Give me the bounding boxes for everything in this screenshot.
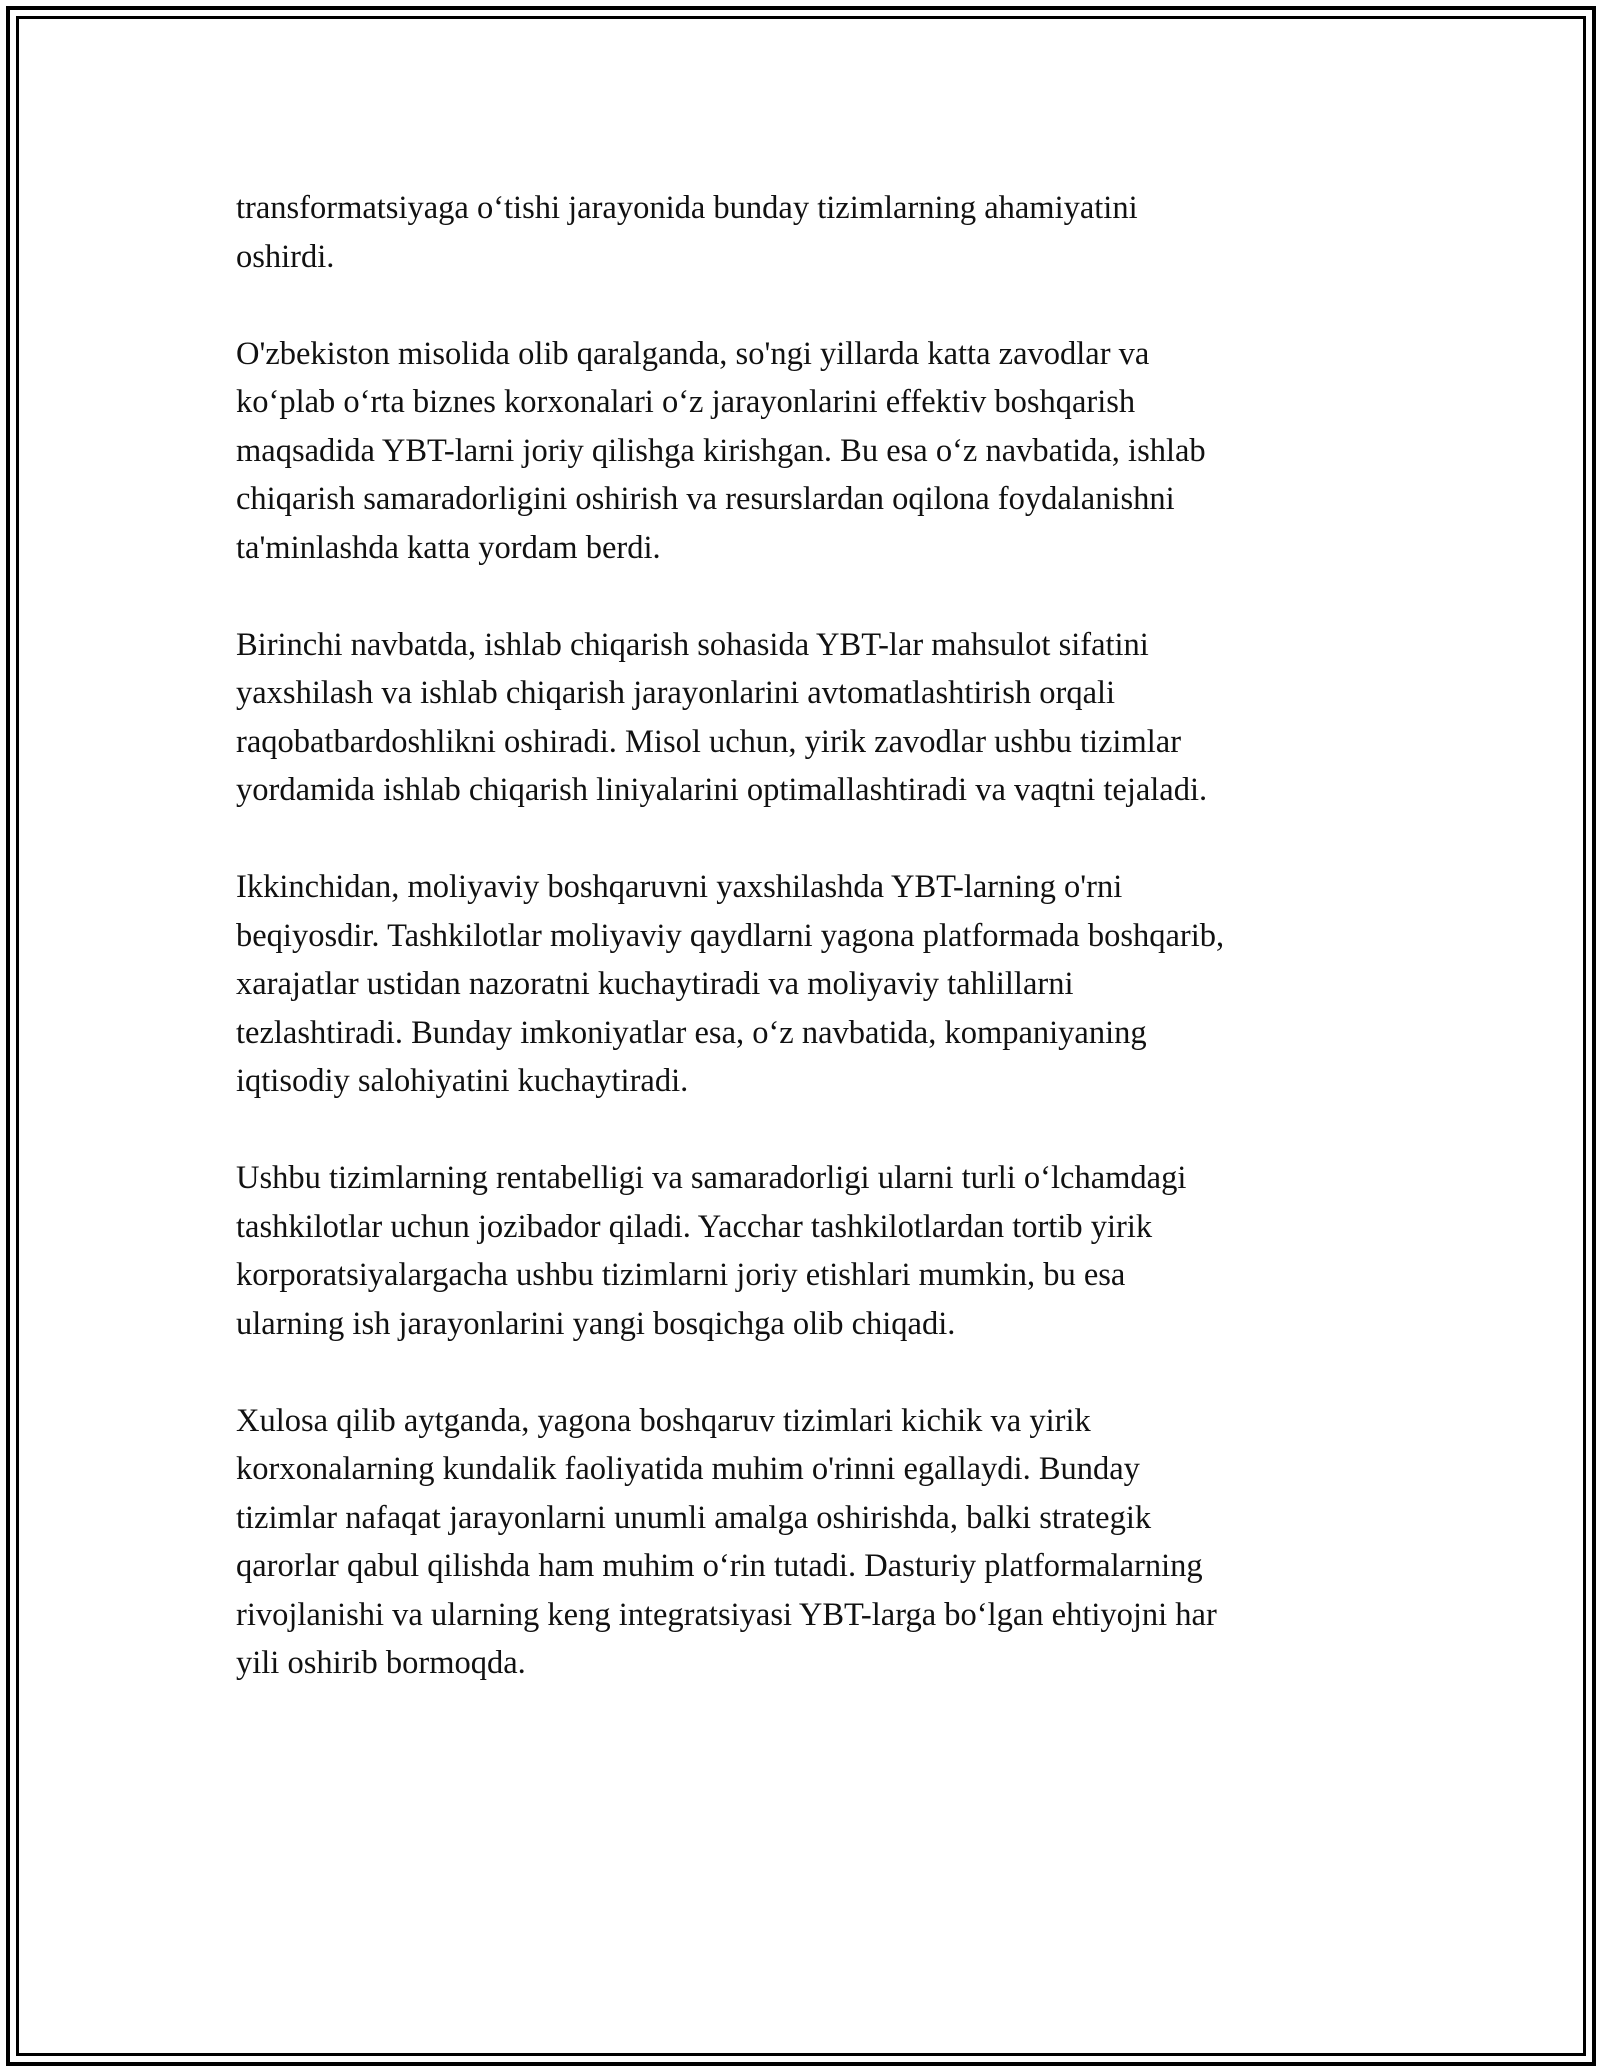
text-line: iqtisodiy salohiyatini kuchaytiradi. <box>236 1063 689 1099</box>
text-line: ularning ish jarayonlarini yangi bosqichga olib chiqadi. <box>236 1305 956 1342</box>
paragraph-3 <box>236 621 1376 815</box>
text-line: yaxshilash va ishlab chiqarish jarayonlarini avtomatlashtirish orqali <box>236 675 1116 711</box>
text-line: korxonalarning kundalik faoliyatida muhim o'rinni egallaydi. Bunday <box>236 1451 1140 1487</box>
paragraph-4 <box>236 863 1376 1106</box>
text-line: Ushbu tizimlarning rentabelligi va samaradorligi ularni turli o‘lchamdagi <box>236 1160 1187 1196</box>
text-line: Xulosa qilib aytganda, yagona boshqaruv tizimlari kichik va yirik <box>236 1402 1091 1439</box>
text-line: tizimlar nafaqat jarayonlarni unumli amalga oshirishda, balki strategik <box>236 1499 1152 1536</box>
text-line: yili oshirib bormoqda. <box>236 1645 526 1681</box>
text-line: korporatsiyalargacha ushbu tizimlarni joriy etishlari mumkin, bu esa <box>236 1257 1126 1293</box>
text-line: xarajatlar ustidan nazoratni kuchaytiradi va moliyaviy tahlillarni <box>236 966 1074 1002</box>
text-line: rivojlanishi va ularning keng integratsiyasi YBT-larga bo‘lgan ehtiyojni har <box>236 1596 1217 1633</box>
text-line: ta'minlashda katta yordam berdi. <box>236 529 661 566</box>
text-line: raqobatbardoshlikni oshiradi. Misol uchun, yirik zavodlar ushbu tizimlar <box>236 723 1182 760</box>
text-line: Ikkinchidan, moliyaviy boshqaruvni yaxshilashda YBT-larning o'rni <box>236 869 1123 905</box>
text-line: tashkilotlar uchun jozibador qiladi. Yacchar tashkilotlardan tortib yirik <box>236 1208 1153 1245</box>
document-body <box>236 184 1376 1736</box>
text-line: transformatsiyaga o‘tishi jarayonida bunday tizimlarning ahamiyatini <box>236 190 1138 226</box>
text-line: maqsadida YBT-larni joriy qilishga kirishgan. Bu esa o‘z navbatida, ishlab <box>236 432 1206 469</box>
paragraph-2 <box>236 330 1376 573</box>
text-line: beqiyosdir. Tashkilotlar moliyaviy qaydlarni yagona platformada boshqarib, <box>236 917 1225 954</box>
text-line: ko‘plab o‘rta biznes korxonalari o‘z jarayonlarini effektiv boshqarish <box>236 384 1136 420</box>
paragraph-1 <box>236 184 1376 281</box>
text-line: O'zbekiston misolida olib qaralganda, so'ngi yillarda katta zavodlar va <box>236 335 1150 372</box>
text-line: oshirdi. <box>236 238 335 275</box>
paragraph-5 <box>236 1154 1376 1348</box>
text-line: chiqarish samaradorligini oshirish va resurslardan oqilona foydalanishni <box>236 481 1175 517</box>
paragraph-6 <box>236 1397 1376 1688</box>
text-line: Birinchi navbatda, ishlab chiqarish sohasida YBT-lar mahsulot sifatini <box>236 626 1149 663</box>
text-line: qarorlar qabul qilishda ham muhim o‘rin tutadi. Dasturiy platformalarning <box>236 1548 1203 1584</box>
text-line: yordamida ishlab chiqarish liniyalarini optimallashtiradi va vaqtni tejaladi. <box>236 772 1208 808</box>
text-line: tezlashtiradi. Bunday imkoniyatlar esa, o‘z navbatida, kompaniyaning <box>236 1014 1147 1051</box>
